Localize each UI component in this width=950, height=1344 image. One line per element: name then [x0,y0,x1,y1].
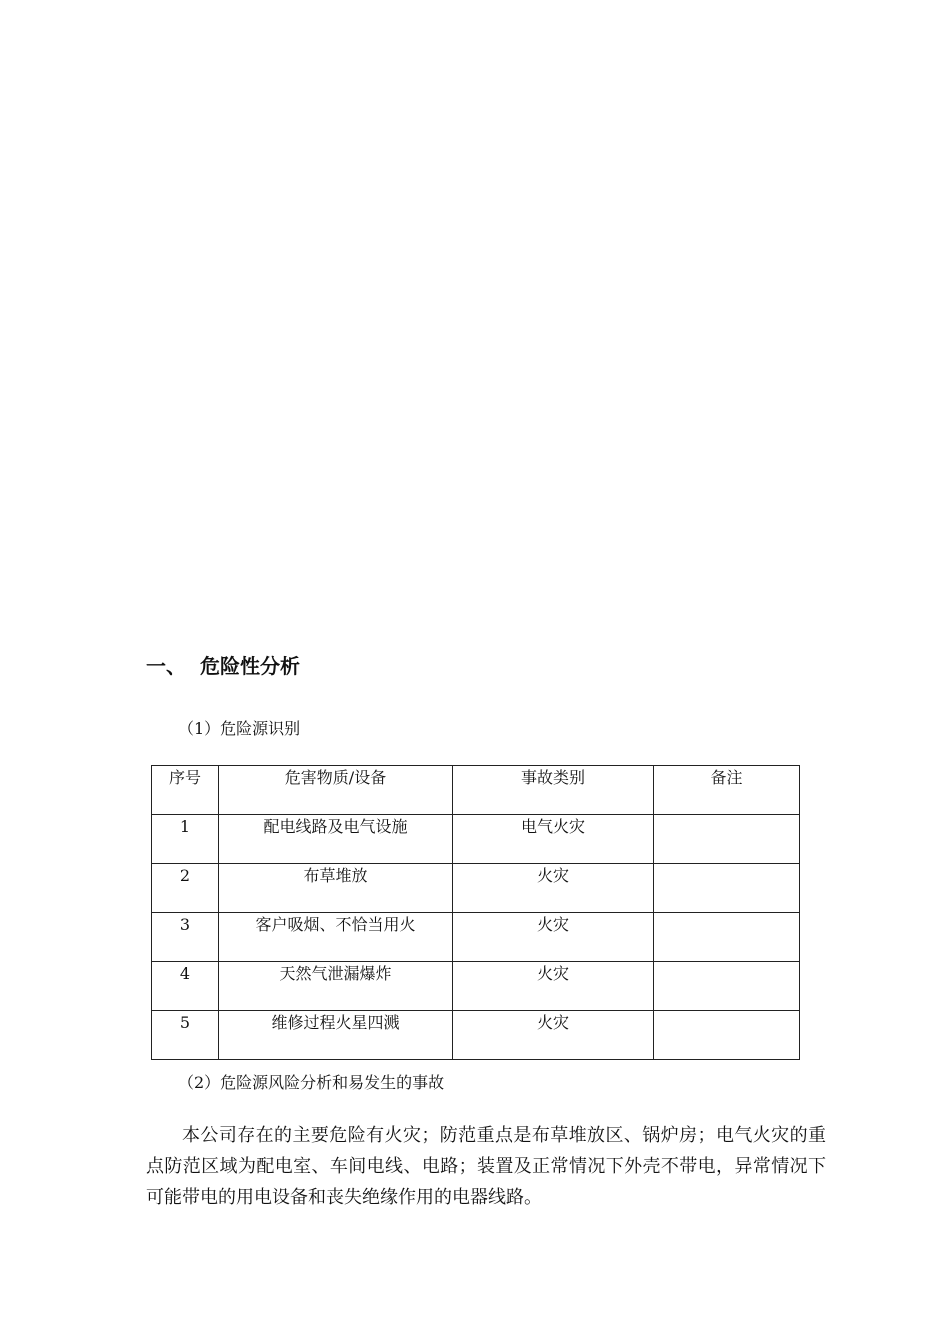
cell-no: 4 [152,962,219,1011]
cell-note [654,962,800,1011]
cell-note [654,1011,800,1060]
hazard-table [151,765,800,1060]
cell-note [654,815,800,864]
cell-no: 5 [152,1011,219,1060]
table-header-row [152,766,800,815]
table-row [152,1011,800,1060]
cell-category: 火灾 [453,1011,654,1060]
cell-hazard: 布草堆放 [219,864,453,913]
cell-no: 2 [152,864,219,913]
subsection-title-risk-analysis: （2）危险源风险分析和易发生的事故 [178,1073,445,1092]
cell-category: 火灾 [453,864,654,913]
section-number: 一、 [146,654,186,678]
table-row [152,815,800,864]
cell-hazard: 客户吸烟、不恰当用火 [219,913,453,962]
cell-category: 火灾 [453,962,654,1011]
table-row [152,864,800,913]
cell-note [654,864,800,913]
cell-category: 电气火灾 [453,815,654,864]
cell-no: 1 [152,815,219,864]
header-hazard: 危害物质/设备 [219,766,453,815]
header-category: 事故类别 [453,766,654,815]
cell-category: 火灾 [453,913,654,962]
subsection-title-hazard-identification: （1）危险源识别 [178,719,301,738]
header-no: 序号 [152,766,219,815]
body-paragraph: 本公司存在的主要危险有火灾；防范重点是布草堆放区、锅炉房；电气火灾的重点防范区域为配电室、车间电线、电路；装置及正常情况下外壳不带电，异常情况下可能带电的用电设备和丧失绝缘作用的电器线路。 [146,1125,826,1208]
cell-hazard: 天然气泄漏爆炸 [219,962,453,1011]
section-heading [146,652,300,680]
cell-note [654,913,800,962]
cell-no: 3 [152,913,219,962]
table-row [152,962,800,1011]
header-note: 备注 [654,766,800,815]
cell-hazard: 配电线路及电气设施 [219,815,453,864]
section-title: 危险性分析 [200,654,300,678]
cell-hazard: 维修过程火星四溅 [219,1011,453,1060]
table-row [152,913,800,962]
